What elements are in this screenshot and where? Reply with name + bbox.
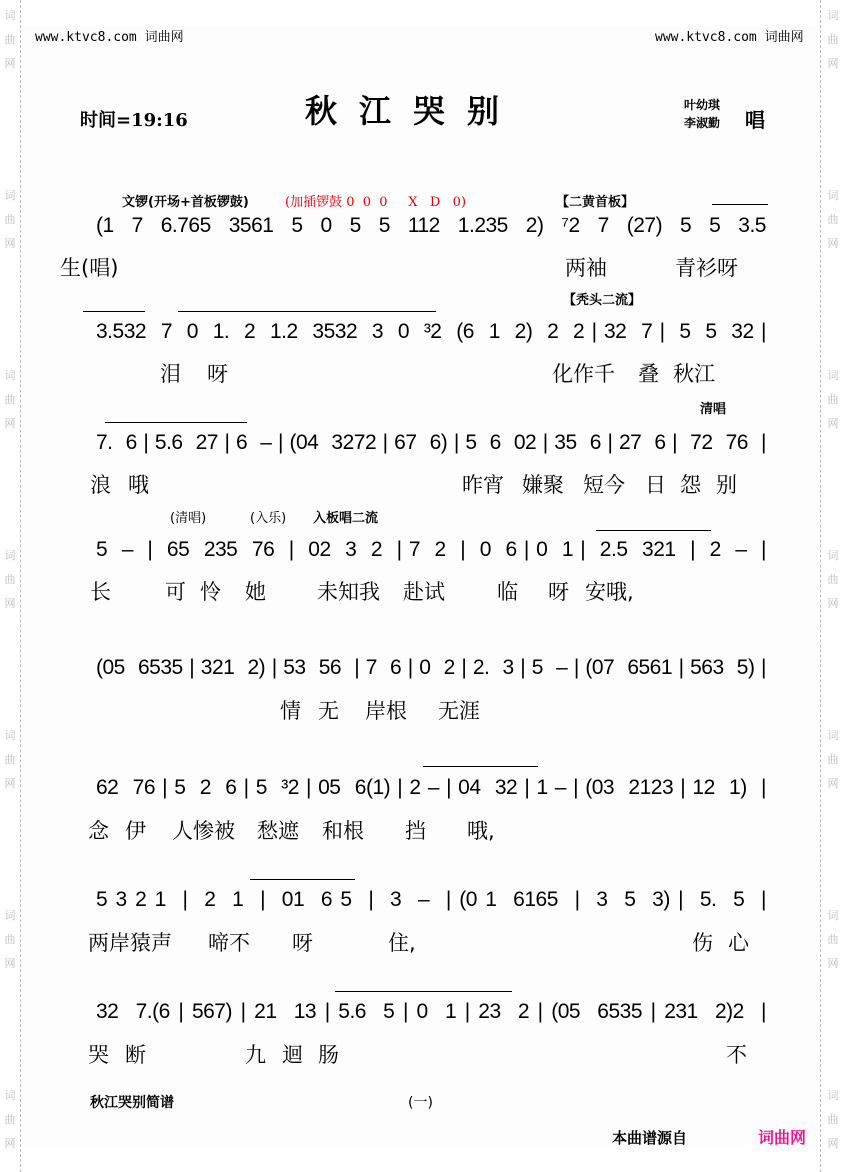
lyric: 哦 — [128, 473, 149, 497]
slur — [105, 422, 247, 429]
lyric: 临 — [497, 580, 518, 604]
lyric: 迴 — [282, 1043, 303, 1067]
slur — [83, 311, 145, 318]
lyric: 断 — [125, 1043, 146, 1067]
lyric: 伊 — [125, 819, 146, 843]
lyric: 秋江 — [673, 362, 715, 386]
lyric: 叠 — [638, 362, 659, 386]
watermark-text: 词 曲 网 — [4, 909, 16, 970]
page-number: (一) — [408, 1095, 433, 1111]
slur — [423, 766, 538, 773]
watermark-text: 词 曲 网 — [4, 9, 16, 70]
watermark-text: 词 曲 网 — [827, 729, 839, 790]
lyric: 未知我 — [317, 580, 380, 604]
lyric: 九 — [245, 1043, 266, 1067]
watermark-text: 词 曲 网 — [827, 909, 839, 970]
lyric: 青衫呀 — [675, 256, 738, 280]
lyric: 人惨被 — [172, 819, 235, 843]
annotation: 文锣(开场+首板锣鼓) — [122, 195, 249, 210]
lyric: 安哦, — [585, 580, 634, 604]
slur — [712, 204, 768, 211]
right-watermark-strip — [820, 0, 842, 1172]
lyric: 日 — [645, 473, 666, 497]
notation-line-7: 5 3 2 1 | 2 1 | 01 6 5 | 3 – | (0 1 6165 | 3 5 3) | 5. 5 | — [96, 888, 766, 911]
left-watermark-strip — [0, 0, 21, 1172]
slur — [335, 991, 512, 998]
lyric: 泪 — [160, 362, 181, 386]
lyric: 住, — [388, 931, 416, 955]
singer-2: 李淑勤 — [684, 116, 721, 130]
lyric: 无涯 — [438, 699, 480, 723]
slur — [596, 530, 711, 537]
lyric: 赴试 — [403, 580, 445, 604]
watermark-text: 词 曲 网 — [827, 549, 839, 610]
lyric: 和根 — [322, 819, 364, 843]
annotation-red: (加插锣鼓 0 0 0 X D 0) — [285, 195, 467, 210]
watermark-text: 词 曲 网 — [4, 549, 16, 610]
lyric: 心 — [728, 931, 749, 955]
lyric: 无 — [318, 699, 339, 723]
annotation: 入板唱二流 — [313, 511, 379, 526]
lyric: 愁遮 — [257, 819, 299, 843]
lyric: 短今 — [583, 473, 625, 497]
watermark-text: 词 曲 网 — [827, 9, 839, 70]
lyric: 怨 — [680, 473, 701, 497]
lyric: 两袖 — [565, 256, 607, 280]
notation-line-8: 32 7.(6 | 567) | 21 13 | 5.6 5 | 0 1 | 23 2 | (05 6535 | 231 2)2 | — [96, 1000, 766, 1023]
lyric: 呀 — [292, 931, 313, 955]
notation-line-2: 3.532 7 0 1. 2 1.2 3532 3 0 ³2 (6 1 2) 2 2 | 32 7 | 5 5 32 | — [96, 320, 766, 343]
annotation: 清唱 — [700, 402, 727, 417]
lyric: 念 — [88, 819, 109, 843]
lyric: 怜 — [200, 580, 221, 604]
watermark-text: 词 曲 网 — [827, 1089, 839, 1150]
notation-line-1: (1 7 6.765 3561 5 0 5 5 112 1.235 2) ⁷2 7 (27) 5 5 3.5 — [96, 214, 766, 237]
annotation: (清唱) — [170, 511, 207, 526]
lyric: 不 — [726, 1043, 747, 1067]
watermark-text: 词 曲 网 — [827, 189, 839, 250]
lyric: 长 — [90, 580, 111, 604]
lyric: 哭 — [88, 1043, 109, 1067]
page-title: 秋江哭别 — [305, 92, 522, 130]
lyric: 呀 — [548, 580, 569, 604]
lyric: 肠 — [318, 1043, 339, 1067]
annotation: 【二黄首板】 — [556, 195, 635, 210]
lyric: 挡 — [405, 819, 426, 843]
lyric: 昨宵 — [462, 473, 504, 497]
lyric: 生(唱) — [60, 256, 119, 280]
lyric: 嫌聚 — [522, 473, 564, 497]
brand-link[interactable]: 词曲网 — [758, 1128, 807, 1147]
lyric: 岸根 — [365, 699, 407, 723]
notation-line-5: (05 6535 | 321 2) | 53 56 | 7 6 | 0 2 | 2. 3 | 5 – | (07 6561 | 563 5) | — [96, 656, 766, 679]
site-header-left: www.ktvc8.com 词曲网 — [35, 30, 184, 45]
lyric: 化作千 — [552, 362, 615, 386]
notation-line-6: 62 76 | 5 2 6 | 5 ³2 | 05 6(1) | 2 – | 04 32 | 1 – | (03 2123 | 12 1) | — [96, 776, 766, 799]
site-header-right: www.ktvc8.com 词曲网 — [655, 30, 804, 45]
watermark-text: 词 曲 网 — [4, 729, 16, 790]
lyric: 可 — [165, 580, 186, 604]
lyric: 浪 — [90, 473, 111, 497]
lyric: 呀 — [207, 362, 228, 386]
annotation: 【秃头二流】 — [563, 293, 642, 308]
lyric: 两岸猿声 — [88, 931, 172, 955]
watermark-text: 词 曲 网 — [827, 369, 839, 430]
lyric: 别 — [716, 473, 737, 497]
lyric: 情 — [280, 699, 301, 723]
slur — [178, 311, 436, 318]
annotation: (入乐) — [250, 511, 287, 526]
watermark-text: 词 曲 网 — [4, 189, 16, 250]
lyric: 哦, — [467, 819, 495, 843]
sing-label: 唱 — [745, 108, 765, 132]
notation-line-4: 5 – | 65 235 76 | 02 3 2 | 7 2 | 0 6 | 0 1 | 2.5 321 | 2 – | — [96, 538, 766, 561]
slur — [250, 879, 355, 886]
lyric: 她 — [245, 580, 266, 604]
notation-line-3: 7. 6 | 5.6 27 | 6 – | (04 3272 | 67 6) | 5 6 02 | 35 6 | 27 6 | 72 76 | — [96, 431, 766, 454]
lyric: 伤 — [692, 931, 713, 955]
watermark-text: 词 曲 网 — [4, 369, 16, 430]
duration: 时间=19:16 — [80, 110, 188, 131]
footer-score-name: 秋江哭别简谱 — [90, 1095, 174, 1111]
singers — [684, 96, 720, 132]
lyric: 啼不 — [208, 931, 250, 955]
source-label: 本曲谱源自 — [612, 1129, 688, 1147]
watermark-text: 词 曲 网 — [4, 1089, 16, 1150]
singer-1: 叶幼琪 — [684, 98, 721, 112]
